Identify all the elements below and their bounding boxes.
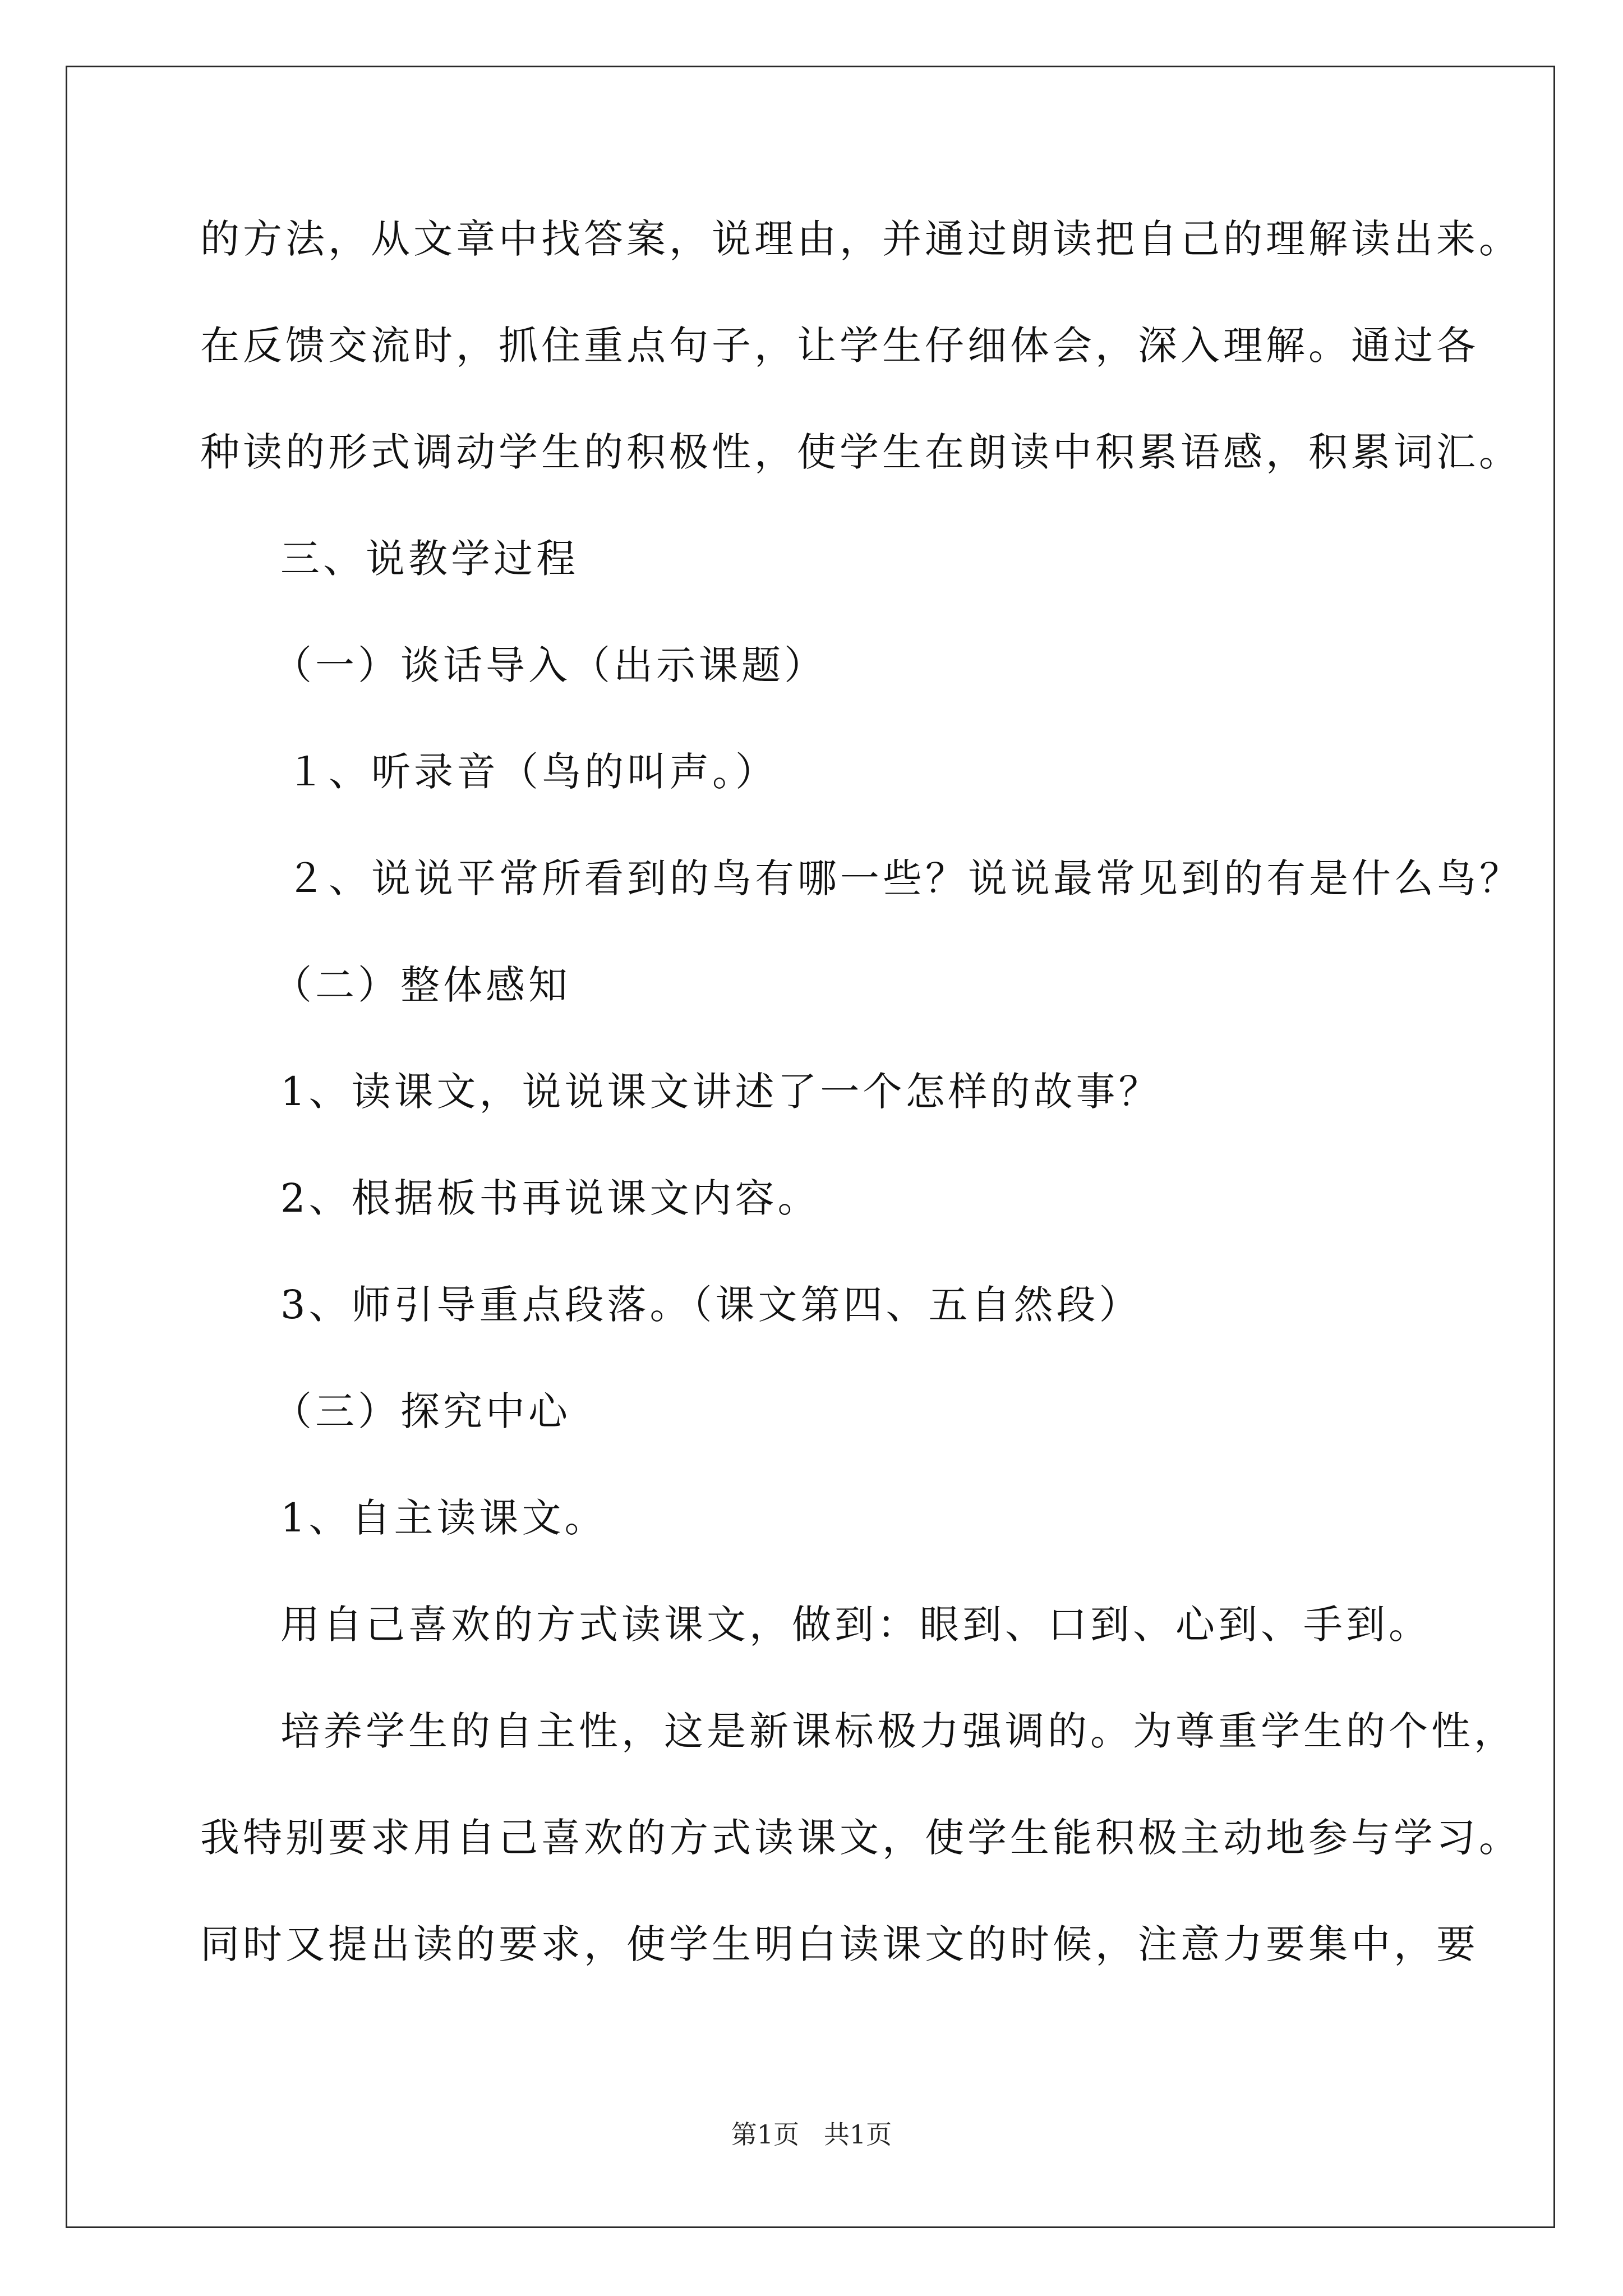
subheading-explore-center: （三）探究中心 bbox=[273, 1388, 571, 1434]
subheading-overall-perception: （二）整体感知 bbox=[273, 962, 571, 1008]
subheading-introduction: （一）谈话导入（出示课题） bbox=[273, 642, 827, 688]
section-heading-teaching-process: 三、说教学过程 bbox=[280, 536, 579, 582]
text-line-autonomy: 培养学生的自主性，这是新课标极力强调的。为尊重学生的个性， bbox=[280, 1708, 1516, 1754]
text-line-read-story: 1、读课文，说说课文讲述了一个怎样的故事？ bbox=[280, 1069, 1161, 1115]
page-footer: 第1页 共1页 bbox=[731, 2119, 892, 2150]
text-line-read-method: 用自己喜欢的方式读课文，做到：眼到、口到、心到、手到。 bbox=[280, 1602, 1431, 1648]
text-line-birds-question: ２、说说平常所看到的鸟有哪一些？说说最常见到的有是什么鸟？ bbox=[286, 855, 1522, 901]
text-line-key-paragraphs: 3、师引导重点段落。（课文第四、五自然段） bbox=[280, 1282, 1142, 1328]
text-line-reading-requirement: 同时又提出读的要求，使学生明白读课文的时候，注意力要集中，要 bbox=[200, 1921, 1479, 1967]
text-line-self-read: 1、自主读课文。 bbox=[280, 1495, 607, 1541]
text-line-3: 种读的形式调动学生的积极性，使学生在朗读中积累语感，积累词汇。 bbox=[200, 429, 1521, 475]
text-line-listen: １、听录音（鸟的叫声。） bbox=[286, 749, 778, 795]
text-line-1: 的方法，从文章中找答案，说理由，并通过朗读把自己的理解读出来。 bbox=[200, 216, 1521, 262]
text-line-participation: 我特别要求用自己喜欢的方式读课文，使学生能积极主动地参与学习。 bbox=[200, 1815, 1521, 1861]
text-line-board-retell: 2、根据板书再说课文内容。 bbox=[280, 1175, 820, 1221]
text-line-2: 在反馈交流时，抓住重点句子，让学生仔细体会，深入理解。通过各 bbox=[200, 323, 1479, 369]
page-border bbox=[66, 66, 1555, 2228]
